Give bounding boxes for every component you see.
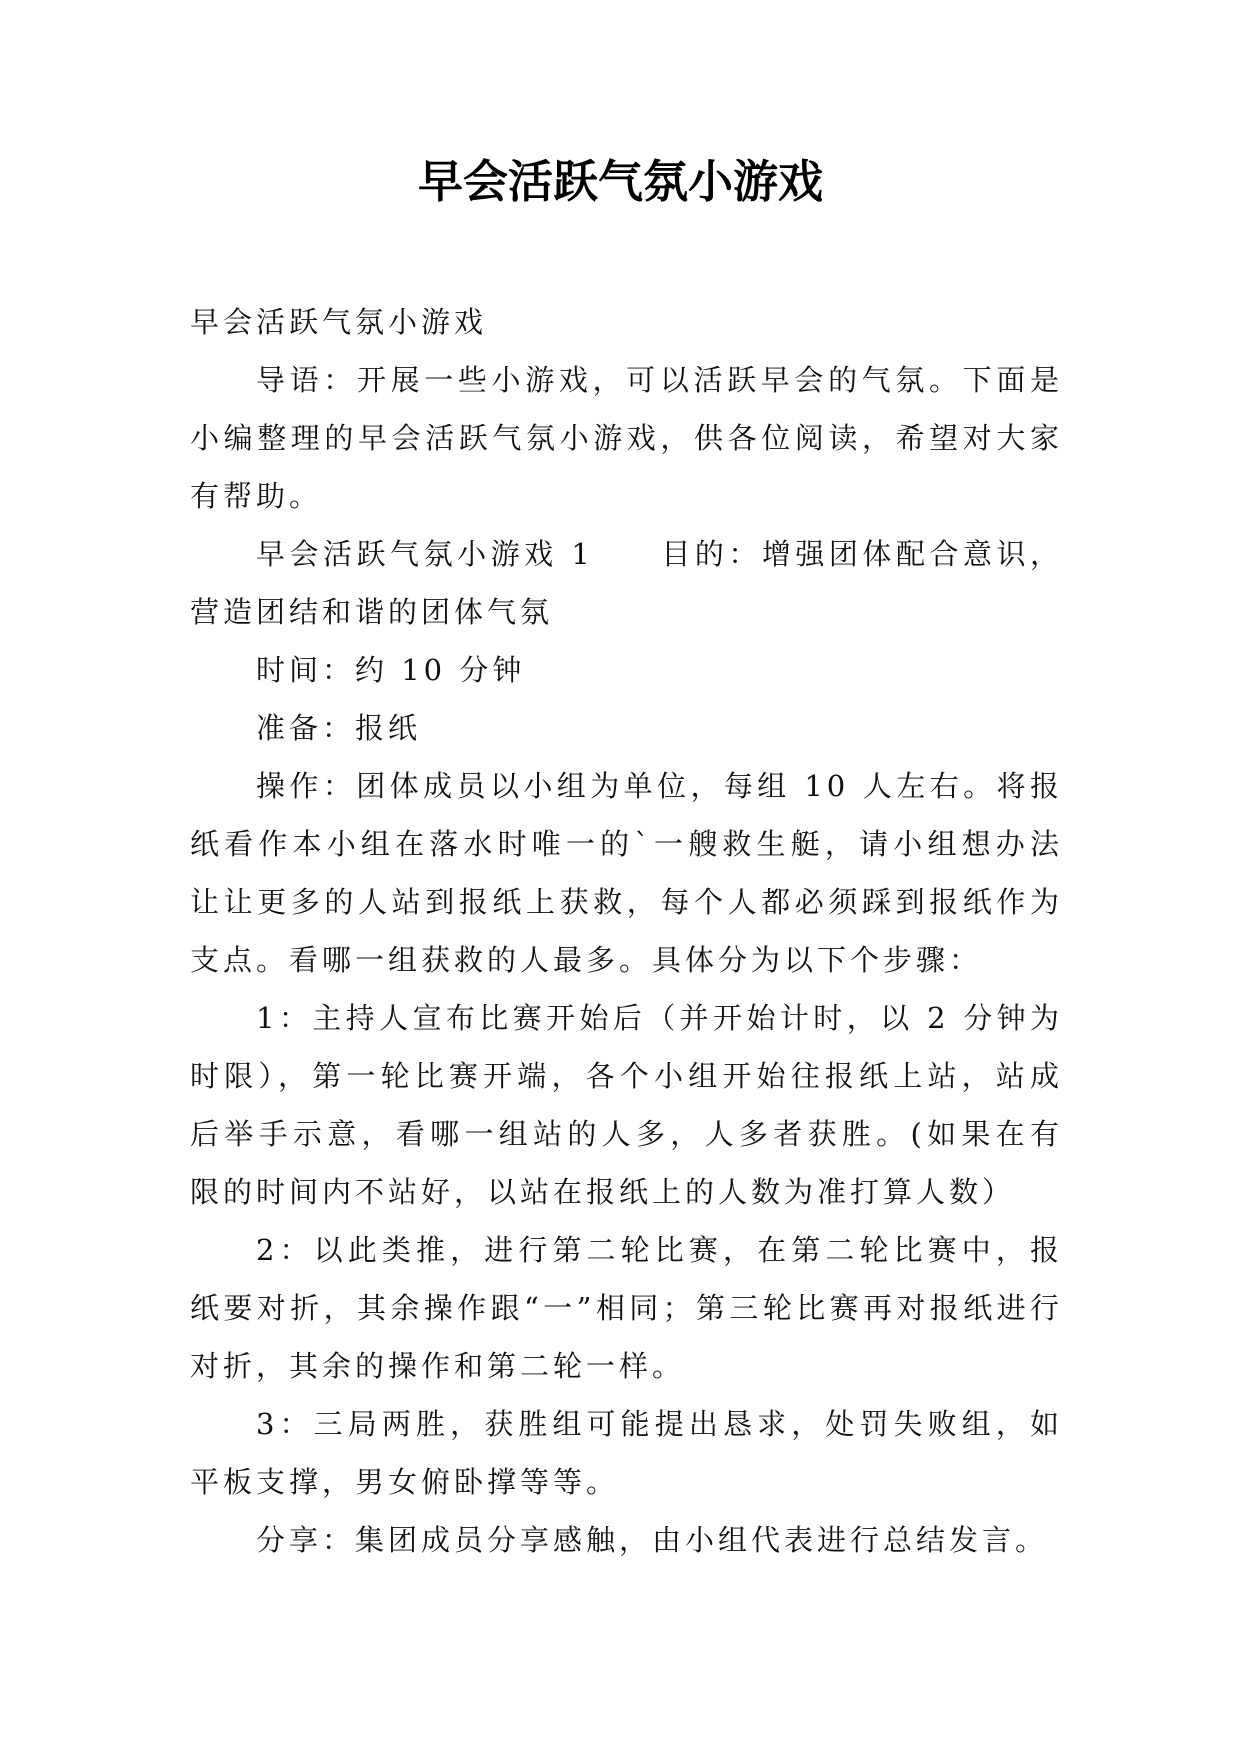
paragraph-preparation: 准备：报纸 xyxy=(256,711,422,745)
paragraph-step-2: 2：以此类推，进行第二轮比赛，在第二轮比赛中，报纸要对折，其余操作跟“一”相同；第三轮比赛再对报纸进行对折，其余的操作和第二轮一样。 xyxy=(190,1233,1063,1383)
paragraph-share: 分享：集团成员分享感触，由小组代表进行总结发言。 xyxy=(256,1523,1049,1557)
paragraph-step-3: 3：三局两胜，获胜组可能提出恳求，处罚失败组，如平板支撑，男女俯卧撑等等。 xyxy=(190,1407,1063,1499)
paragraph-game-purpose: 早会活跃气氛小游戏 1 目的：增强团体配合意识，营造团结和谐的团体气氛 xyxy=(190,537,1063,629)
document-body xyxy=(190,293,1063,1569)
paragraph-intro: 导语：开展一些小游戏，可以活跃早会的气氛。下面是小编整理的早会活跃气氛小游戏，供各位阅读，希望对大家有帮助。 xyxy=(190,363,1063,513)
paragraph-operation: 操作：团体成员以小组为单位，每组 10 人左右。将报纸看作本小组在落水时唯一的`一艘救生艇，请小组想办法让让更多的人站到报纸上获救，每个人都必须踩到报纸作为支点。看哪一组获救的人最多。具体分为以下个步骤： xyxy=(190,769,1063,977)
paragraph-heading: 早会活跃气氛小游戏 xyxy=(190,305,488,339)
paragraph-time: 时间：约 10 分钟 xyxy=(256,653,526,687)
document-title: 早会活跃气氛小游戏 xyxy=(417,155,823,208)
paragraph-step-1: 1：主持人宣布比赛开始后（并开始计时，以 2 分钟为时限），第一轮比赛开端，各个小组开始往报纸上站，站成后举手示意，看哪一组站的人多，人多者获胜。(如果在有限的时间内不站好，以站在报纸上的人数为准打算人数） xyxy=(190,1001,1063,1209)
